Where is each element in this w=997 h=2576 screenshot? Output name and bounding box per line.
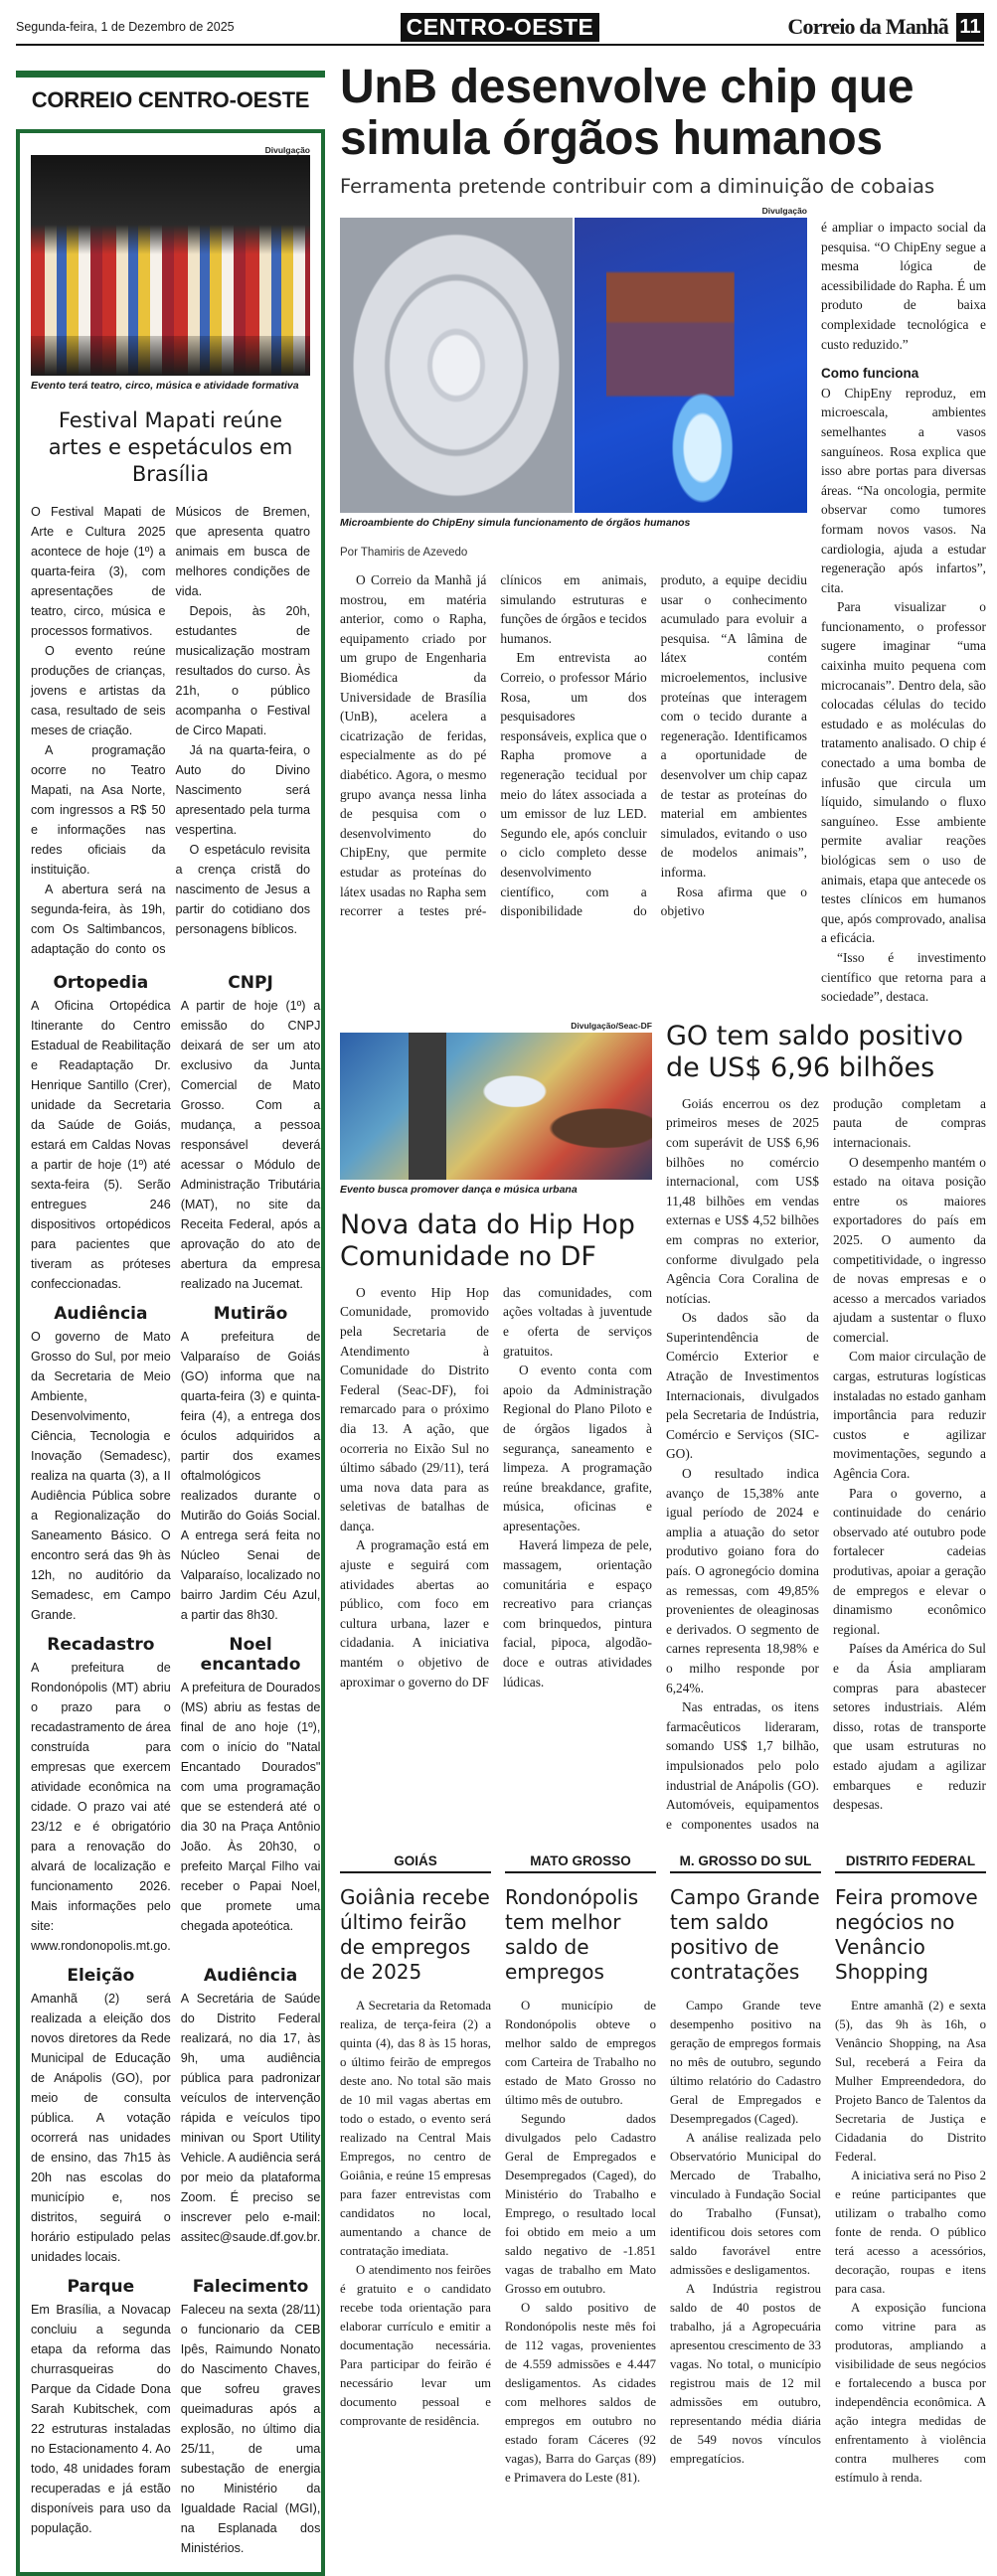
paragraph: Já na quarta-feira, o Auto do Divino Nascimento será apresentado pela turma vespertina. (175, 743, 310, 837)
paragraph: O Festival Mapati de Arte e Cultura 2025 acontece de hoje (1º) a quarta-feira (3), com apresentações de teatro, circo, música e processos formativos. (31, 505, 166, 638)
news-brief (31, 1304, 171, 1625)
festival-headline: Festival Mapati reúne artes e espetáculos em Brasília (48, 408, 293, 486)
paragraph: A Secretaria da Retomada realiza, de terça-feira (2) a quinta (4), das 8 às 15 horas, o último feirão de empregos deste ano. No total são mais de 10 mil vagas abertas em todo o estado, o evento será realizado na Central Mais Empregos, no centro de Goiânia, e reúne 15 empresas para fazer entrevistas com candidatos no local, aumentando a chance de contratação imediata. (340, 1999, 491, 2259)
chip-photo (340, 218, 573, 513)
paragraph: é ampliar o impacto social da pesquisa. “O ChipEny segue a mesma lógica de acessibilidade do Rapha. É um produto de baixa complexidade tecnológica e custo reduzido.” (821, 220, 986, 352)
hiphop-photo (340, 1033, 652, 1180)
paragraph: Países da América do Sul e da Ásia ampliaram compras para abastecer setores industriais. Além disso, rotas de transporte que usam estruturas no estado ajudam a agilizar embarques e reduzir despesas. (833, 1641, 986, 1813)
paragraph: A análise realizada pelo Observatório Municipal do Mercado de Trabalho, vinculado à Fundação Social do Trabalho (Funsat), identificou dois setores com saldo favorável entre admissões e desligamentos. (670, 2131, 821, 2278)
brief-title: Noel encantado (200, 1635, 301, 1675)
news-brief (31, 1635, 171, 1956)
paragraph: A programação ocorre no Teatro Mapati, na Asa Norte, com ingressos a R$ 50 e informações nas redes oficiais da instituição. (31, 743, 166, 877)
paragraph: Faleceu na sexta (28/11) o funcionario da CEB Ipês, Raimundo Nonato do Nascimento Chaves, que sofreu graves queimaduras após a explosão, no último dia 25/11, de uma subestação de energia no Ministério da Igualdade Racial (MGI), na Esplanada dos Ministérios. (180, 2303, 321, 2555)
section-label: MATO GROSSO (505, 1853, 656, 1873)
column-body (835, 1997, 986, 2488)
paragraph: Em Brasília, a Novacap concluiu a segunda etapa da reforma das churrasqueiras do Parque da Cidade Dona Sarah Kubitschek, com 22 estruturas instaladas no Estacionamento 4. Ao todo, 48 unidades foram recuperadas e já estão disponíveis para uso da população. (31, 2303, 171, 2535)
festival-photo (31, 155, 310, 376)
paragraph: Depois, às 20h, estudantes de musicalização mostram resultados do curso. Às 21h, o público acompanha o Festival de Circo Mapati. (175, 604, 310, 737)
photo-caption: Microambiente do ChipEny simula funcionamento de órgãos humanos (340, 517, 691, 529)
paragraph: Os dados são da Superintendência de Comércio Exterior e Atração de Investimentos Internacionais, divulgados pela Secretaria de Indústria, Comércio e Serviços (SIC-GO). (666, 1310, 819, 1462)
brief-text (31, 1327, 171, 1625)
column-headline: Campo Grande tem saldo positivo de contratações (670, 1885, 820, 1985)
brief-text (181, 996, 321, 1294)
chip-device-photo (575, 218, 807, 513)
paragraph: A partir de hoje (1º) a emissão do CNPJ deixará de ser um ato exclusivo da Junta Comercial de Mato Grosso. Com a mudança, a pessoa responsável deverá acessar o Módulo de Administração Tributária (MAT), no site da Receita Federal, após a aprovação do ato de abertura da empresa realizado na Jucemat. (180, 999, 321, 1291)
paragraph: Em entrevista ao Correio, o professor Mário Rosa, um dos pesquisadores responsáveis, explica que o Rapha promove a regeneração tecidual por meio do látex associada a um emissor de luz LED. Segundo ele, após concluir o ciclo completo desse desenvolvimento científico, com a disponibilidade do produto, a equipe decidiu usar o conhecimento acumulado para evoluir a pesquisa. “A lâmina de látex contém microelementos, inclusive proteínas que interagem com o tecido durante a regeneração. Identificamos a oportunidade de desenvolver um chip capaz de testar as proteínas do material em ambientes simulados, evitando o uso de modelos animais”, informa. (500, 572, 807, 919)
main-article-continued (821, 206, 986, 1007)
news-brief (181, 1635, 321, 1956)
brief-title: CNPJ (228, 973, 273, 993)
paragraph: A abertura será na segunda-feira, às 19h, com Os Saltimbancos, adaptação do conto os Músicos de Bremen, que apresenta quatro animais em busca de melhores condições de vida. (31, 505, 310, 956)
paragraph: A Oficina Ortopédica Itinerante do Centro Estadual de Reabilitação e Readaptação Dr. Henrique Santillo (Crer), unidade da Secretaria da Saúde de Goiás, estará em Caldas Novas a partir de hoje (1º) até sexta-feira (5). Serão entregues 246 dispositivos ortopédicos para pacientes que tiveram as próteses confeccionadas. (31, 999, 171, 1291)
sidebar (16, 71, 325, 2576)
main-subtitle: Ferramenta pretende contribuir com a diminuição de cobaias (340, 175, 935, 198)
continued-text (821, 218, 986, 354)
hiphop-article-body (340, 1283, 652, 1691)
main-article-body (340, 570, 807, 921)
photo-caption: Evento busca promover dança e música urbana (340, 1183, 578, 1196)
paragraph: Goiás encerrou os dez primeiros meses de 2025 com superávit de US$ 6,96 bilhões no comércio internacional, com US$ 11,48 bilhões em vendas externas e US$ 4,52 bilhões em compras no exterior, conforme divulgado pela Agência Cora Coralina de notícias. (666, 1095, 819, 1306)
brief-title: Recadastro (47, 1635, 155, 1655)
newspaper-logo: Correio da Manhã (787, 14, 948, 39)
hiphop-article (340, 1021, 652, 1835)
sidebar-title: CORREIO CENTRO-OESTE (31, 87, 310, 112)
column-body (340, 1997, 491, 2431)
news-brief (181, 1304, 321, 1625)
secondary-articles (340, 1021, 986, 1835)
regional-column-mato-grosso (505, 1853, 656, 2488)
paragraph: A Indústria registrou saldo de 40 postos de trabalho, já a Agropecuária apresentou crescimento de 33 vagas. No total, o município registrou mais de 12 mil admissões em outubro, representando média diária de 549 novos vínculos empregatícios. (670, 2282, 821, 2467)
paragraph: Com maior circulação de cargas, estruturas logísticas instaladas no estado ganham importância para reduzir custos e agilizar movimentações, segundo a Agência Cora. (833, 1349, 986, 1482)
paragraph: O atendimento nos feirões é gratuito e o candidato recebe toda orientação para elaborar currículo e emitir a documentação necessária. Para participar do feirão é necessário levar um documento pessoal e comprovante de residência. (340, 2263, 491, 2429)
paragraph: O desempenho mantém o estado na oitava posição entre os maiores exportadores do país em 2025. O aumento da competitividade, o ingresso de novas empresas e o acesso a mercados variados ajudam a sustentar o fluxo comercial. (833, 1154, 986, 1345)
paragraph: A iniciativa será no Piso 2 e reúne participantes que utilizam o trabalho como fonte de renda. O público terá acesso a acessórios, decoração, roupas e itens para casa. (835, 2169, 986, 2297)
paragraph: A exposição funciona como vitrine para as produtoras, ampliando a visibilidade de seus negócios e fortalecendo a busca por independência econômica. A ação integra medidas de enfrentamento à violência contra mulheres com estímulo à renda. (835, 2301, 986, 2486)
brief-title: Eleição (67, 1966, 135, 1986)
news-brief (31, 973, 171, 1294)
regional-strip (340, 1853, 986, 2488)
paragraph: “Isso é investimento científico que retorna para a sociedade”, destaca. (821, 949, 986, 1005)
paragraph: O governo de Mato Grosso do Sul, por meio da Secretaria de Meio Ambiente, Desenvolvimento, Ciência, Tecnologia e Inovação (Semadesc), realiza na quarta (3), a II Audiência Pública sobre a Regionalização do Saneamento Básico. O encontro será das 9h às 12h, no auditório da Semadesc, em Campo Grande. (31, 1330, 171, 1622)
go-article-body (666, 1094, 986, 1835)
brief-text (31, 1658, 171, 1956)
paragraph: O Correio da Manhã já mostrou, em matéria anterior, como o Rapha, equipamento criado por um grupo de Engenharia Biomédica da Universidade de Brasília (UnB), acelera a cicatrização de feridas, especialmente as do pé diabético. Agora, o mesmo grupo avança nessa linha de pesquisa com o desenvolvimento do ChipEny, que permite estudar as proteínas do látex usadas no Rapha sem recorrer a testes pré-clínicos em animais, simulando estruturas e funções de órgãos e tecidos humanos. (340, 572, 647, 919)
news-brief (31, 2277, 171, 2558)
paragraph: Para visualizar o funcionamento, o professor sugere imaginar “uma caixinha muito pequena com microcanais”. Dentro dela, são colocadas células do tecido estudado e as moléculas do tratamento analisado. O chip é conectado a uma bomba de infusão que circula um líquido, simulando o fluxo sanguíneo. Esse ambiente permite avaliar reações biológicas sem o uso de animais, etapa que antecede os testes clínicos em humanos que, após comprovado, analisa a eficácia. (821, 599, 986, 946)
paragraph: A Secretária de Saúde do Distrito Federal realizará, no dia 17, às 9h, uma audiência pública para padronizar veículos de intervenção rápida e veículos tipo minivan ou Sport Utility Vehicle. A audiência será por meio da plataforma Zoom. É preciso se inscrever pelo e-mail: assitec@saude.df.gov.br. (180, 1992, 321, 2244)
regional-column-ms (670, 1853, 821, 2488)
go-article (666, 1021, 986, 1835)
brand-area (686, 13, 984, 42)
brief-title: Falecimento (192, 2277, 309, 2297)
brief-title: Audiência (54, 1304, 148, 1324)
hiphop-headline: Nova data do Hip Hop Comunidade no DF (340, 1208, 635, 1272)
sidebar-accent-bar (16, 71, 325, 78)
go-headline: GO tem saldo positivo de US$ 6,96 bilhões (666, 1020, 964, 1083)
photo-credit: Divulgação (264, 145, 310, 155)
paragraph: Haverá limpeza de pele, massagem, orientação comunitária e espaço recreativo para crianças com brinquedos, pintura facial, pipoca, algodão-doce e outras atividades lúdicas. (503, 1537, 652, 1690)
photo-caption: Evento terá teatro, circo, música e atividade formativa (31, 380, 299, 392)
paragraph: Segundo dados divulgados pelo Cadastro Geral de Empregados e Desempregados (Caged), do Ministério do Trabalho e Emprego, o resultado local foi obtido em meio a um saldo negativo de -1.851 vagas de trabalho em Mato Grosso em outubro. (505, 2112, 656, 2297)
section-label: CENTRO-OESTE (401, 13, 599, 42)
column-body (670, 1997, 821, 2469)
brief-title: Ortopedia (53, 973, 149, 993)
brief-text (31, 996, 171, 1294)
paragraph: O espetáculo revisita a crença cristã do nascimento de Jesus a partir do cotidiano dos personagens bíblicos. (175, 843, 310, 936)
paragraph: A programação está em ajuste e seguirá com atividades abertas ao público, com foco em cultura urbana, lazer e cidadania. A iniciativa mantém o objetivo de aproximar o governo do DF das comunidades, com ações voltadas à juventude e oferta de serviços gratuitos. (340, 1284, 652, 1690)
brief-text (181, 1678, 321, 1936)
main-headline: UnB desenvolve chip que simula órgãos humanos (340, 61, 914, 165)
column-body (505, 1997, 656, 2488)
subheading: Como funciona (821, 366, 919, 382)
paragraph: A prefeitura de Rondonópolis (MT) abriu o prazo para o recadastramento de área construída para empresas que exercem atividade econômica na cidade. O prazo vai até 23/12 e é obrigatório para a renovação do alvará de localização e funcionamento 2026. Mais informações pelo site: www.rondonopolis.mt.go. (31, 1661, 171, 1953)
brief-title: Parque (67, 2277, 135, 2297)
paragraph: Entre amanhã (2) e sexta (5), das 9h às 16h, o Venâncio Shopping, na Asa Sul, receberá a Feira da Mulher Empreendedora, do Projeto Banco de Talentos da Secretaria de Justiça e Cidadania do Distrito Federal. (835, 1999, 986, 2165)
news-brief (181, 1966, 321, 2267)
paragraph: O saldo positivo de Rondonópolis neste mês foi de 112 vagas, provenientes de 4.559 admissões e 4.447 desligamentos. As cidades com melhores saldos de empregos em outubro no estado foram Cáceres (92 vagas), Barra do Garças (89) e Primavera do Leste (81). (505, 2301, 656, 2486)
page-header (16, 10, 984, 46)
regional-column-df (835, 1853, 986, 2488)
paragraph: Nas entradas, os itens farmacêuticos lideraram, somando US$ 1,7 bilhão, impulsionados pelo polo industrial de Anápolis (GO). Automóveis, equipamentos e componentes usados na produção completam a pauta de compras internacionais. (666, 1095, 986, 1832)
column-headline: Feira promove negócios no Venâncio Shopping (835, 1885, 978, 1985)
news-brief (31, 1966, 171, 2267)
paragraph: A prefeitura de Dourados (MS) abriu as festas de final de ano hoje (1º), com o início do "Natal Encantado Dourados" com uma programação que se estenderá até o dia 30 na Praça Antônio João. Às 20h30, o prefeito Marçal Filho vai receber o Papai Noel, que promete uma chegada apoteótica. (180, 1681, 321, 1933)
brief-text (181, 1327, 321, 1625)
paragraph: Campo Grande teve desempenho positivo na geração de empregos formais no mês de outubro, segundo último relatório do Cadastro Geral de Empregados e Desempregados (Caged). (670, 1999, 821, 2127)
paragraph: O evento Hip Hop Comunidade, promovido pela Secretaria de Atendimento à Comunidade do Distrito Federal (Seac-DF), foi remarcado para o próximo dia 13. A ação, que ocorreria no Eixão Sul no último sábado (29/11), terá uma nova data para as seletivas de batalhas de dança. (340, 1284, 489, 1533)
paragraph: A prefeitura de Valparaíso de Goiás (GO) informa que na quarta-feira (3) e quinta-feira (4), a entrega dos óculos adquiridos a partir dos exames oftalmológicos realizados durante o Mutirão do Goiás Social. A entrega será feita no Núcleo Senai de Valparaíso, localizado no bairro Jardim Céu Azul, a partir das 8h30. (180, 1330, 321, 1622)
brief-text (181, 1989, 321, 2247)
page-number: 11 (956, 13, 984, 42)
photo-credit: Divulgação/Seac-DF (571, 1020, 652, 1031)
photo-credit: Divulgação (761, 206, 807, 216)
paragraph: O município de Rondonópolis obteve o melhor saldo de empregos com Carteira de Trabalho no estado de Mato Grosso no último mês de outubro. (505, 1999, 656, 2108)
paragraph: O evento conta com apoio da Administração Regional do Plano Piloto e de órgãos ligados à segurança, saneamento e limpeza. A programação reúne breakdance, grafite, música, oficinas e apresentações. (503, 1363, 652, 1533)
sidebar-box (16, 129, 325, 2576)
paragraph: Amanhã (2) será realizada a eleição dos novos diretores da Rede Municipal de Educação de Anápolis (GO), por meio de consulta pública. A votação ocorrerá nas unidades de ensino, das 7h15 às 20h nas escolas do município e, nos distritos, seguirá o horário estipulado pelas unidades locais. (31, 1992, 171, 2264)
regional-column-goias (340, 1853, 491, 2488)
chip-photos (340, 218, 807, 513)
paragraph: O resultado indica avanço de 15,38% ante igual período de 2024 e amplia a atuação do setor produtivo goiano fora do país. O agronegócio domina as remessas, com 49,85% provenientes de oleaginosas e derivados. O segmento de carnes representa 18,98% e o milho responde por 6,24%. (666, 1466, 819, 1695)
column-headline: Rondonópolis tem melhor saldo de empregos (505, 1885, 639, 1985)
brief-text (31, 2300, 171, 2538)
news-brief (181, 2277, 321, 2558)
news-briefs (31, 973, 321, 2558)
section-label: M. GROSSO DO SUL (670, 1853, 821, 1873)
brief-text (31, 1989, 171, 2267)
column-headline: Goiânia recebe último feirão de empregos de 2025 (340, 1885, 490, 1985)
paragraph: Rosa afirma que o objetivo (660, 884, 807, 919)
news-brief (181, 973, 321, 1294)
brief-title: Audiência (203, 1966, 298, 1986)
section-label: DISTRITO FEDERAL (835, 1853, 986, 1873)
paragraph: Para o governo, a continuidade do cenário observado até outubro pode fortalecer cadeias produtivas, apoiar a geração de empregos e elevar o dinamismo econômico regional. (833, 1485, 986, 1637)
brief-text (181, 2300, 321, 2558)
main-area (340, 62, 986, 2488)
festival-article-body (31, 502, 310, 959)
paragraph: O evento reúne produções de crianças, jovens e artistas da casa, resultado de seis meses de criação. (31, 644, 166, 737)
brief-title: Mutirão (213, 1304, 288, 1324)
subhead-text (821, 384, 986, 1007)
byline: Por Thamiris de Azevedo (340, 547, 468, 559)
paragraph: O ChipEny reproduz, em microescala, ambientes semelhantes a vasos sanguíneos. Rosa explica que isso abre portas para diversas áreas. “Na oncologia, permite observar como tumores formam novos vasos. Na cardiologia, ajuda a estudar regeneração após infartos”, cita. (821, 385, 986, 595)
main-article (340, 206, 986, 1007)
section-label: GOIÁS (340, 1853, 491, 1873)
issue-date: Segunda-feira, 1 de Dezembro de 2025 (16, 20, 235, 34)
main-article-left (340, 206, 807, 1007)
